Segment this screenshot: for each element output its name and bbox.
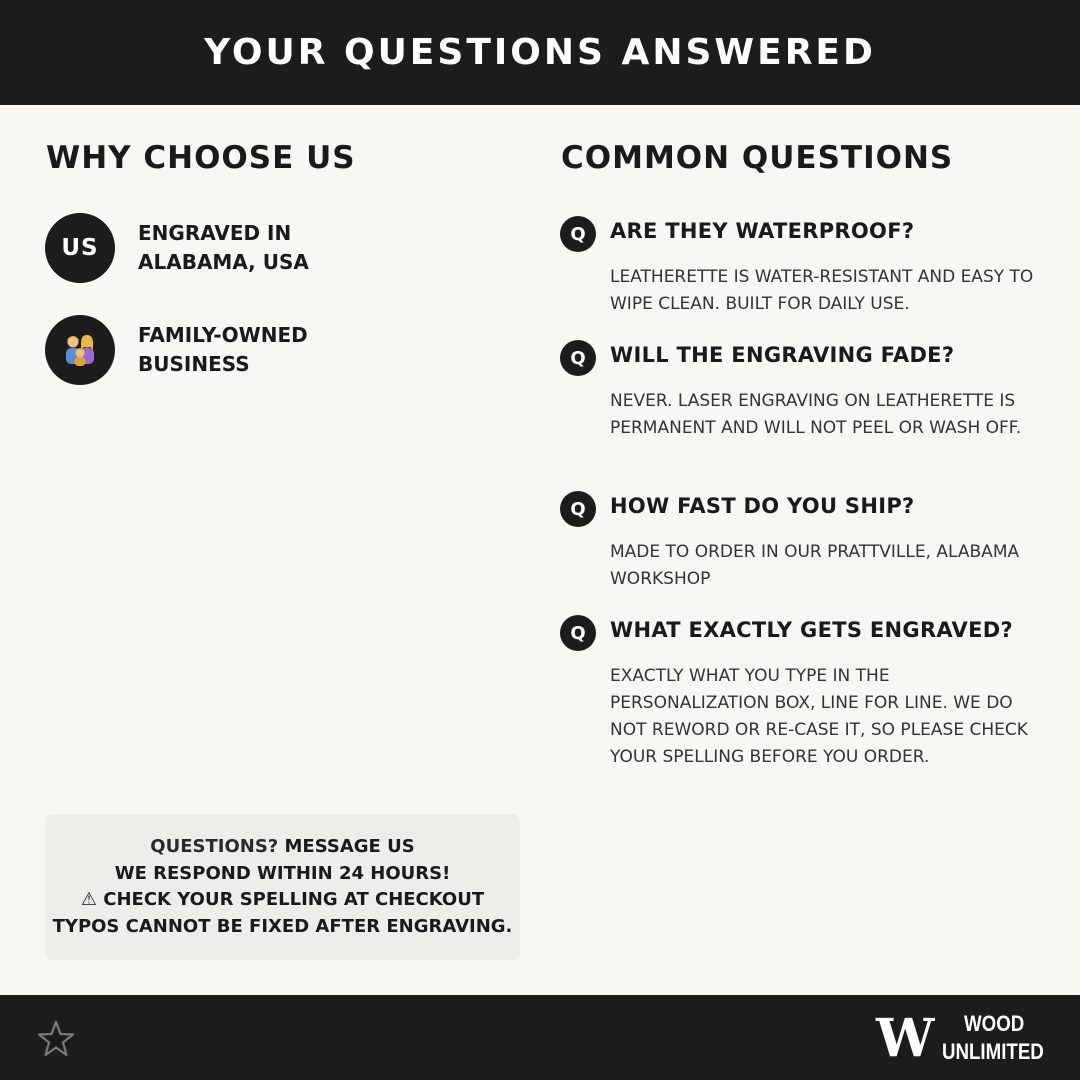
logo-letter: W: [876, 1008, 921, 1069]
faq-item: [560, 336, 1040, 442]
feature-engraved-in-usa: [45, 213, 398, 283]
page-title: YOUR QUESTIONS ANSWERED: [204, 32, 876, 73]
feature-label: FAMILY-OWNED BUSINESS: [138, 323, 308, 376]
note-line-spelling-warning: ⚠ CHECK YOUR SPELLING AT CHECKOUT: [80, 889, 485, 910]
footer-bar: [0, 995, 1080, 1080]
family-emoji-icon: [62, 332, 98, 368]
contact-note-box: [45, 814, 520, 960]
star-outline-icon: [36, 1019, 76, 1059]
faq-item: [560, 487, 1040, 593]
question-badge-icon: Q: [560, 491, 596, 527]
logo-word-unlimited: UNLIMITED: [942, 1039, 1044, 1064]
faq-question: ARE THEY WATERPROOF?: [610, 219, 915, 243]
note-line-response-time: WE RESPOND WITHIN 24 HOURS!: [114, 862, 451, 884]
faq-question: WILL THE ENGRAVING FADE?: [610, 343, 955, 367]
note-line-questions: QUESTIONS? MESSAGE US: [150, 836, 415, 857]
why-choose-us-title: WHY CHOOSE US: [46, 140, 356, 176]
faq-answer: EXACTLY WHAT YOU TYPE IN THE PERSONALIZATION BOX, LINE FOR LINE. WE DO NOT REWORD OR RE-CASE IT, SO PLEASE CHECK YOUR SPELLING BEFORE YOU ORDER.: [610, 666, 1028, 767]
faq-answer: LEATHERETTE IS WATER-RESISTANT AND EASY TO WIPE CLEAN. BUILT FOR DAILY USE.: [610, 267, 1034, 314]
faq-question: HOW FAST DO YOU SHIP?: [610, 494, 915, 518]
wood-unlimited-logo: [876, 1009, 1051, 1069]
common-questions-title: COMMON QUESTIONS: [561, 140, 954, 176]
faq-question: WHAT EXACTLY GETS ENGRAVED?: [610, 618, 1013, 642]
faq-item: [560, 611, 1040, 771]
feature-label: ENGRAVED IN ALABAMA, USA: [138, 221, 309, 274]
faq-answer: MADE TO ORDER IN OUR PRATTVILLE, ALABAMA WORKSHOP: [610, 542, 1020, 589]
question-badge-icon: Q: [560, 615, 596, 651]
family-icon: [45, 315, 115, 385]
feature-family-owned: [45, 315, 398, 385]
faq-answer: NEVER. LASER ENGRAVING ON LEATHERETTE IS PERMANENT AND WILL NOT PEEL OR WASH OFF.: [610, 391, 1022, 438]
header-bar: [0, 0, 1080, 105]
faq-item: [560, 212, 1040, 318]
note-line-typos: TYPOS CANNOT BE FIXED AFTER ENGRAVING.: [52, 915, 513, 937]
question-badge-icon: Q: [560, 340, 596, 376]
us-badge-icon: US: [45, 213, 115, 283]
question-badge-icon: Q: [560, 216, 596, 252]
logo-word-wood: WOOD: [964, 1011, 1025, 1036]
